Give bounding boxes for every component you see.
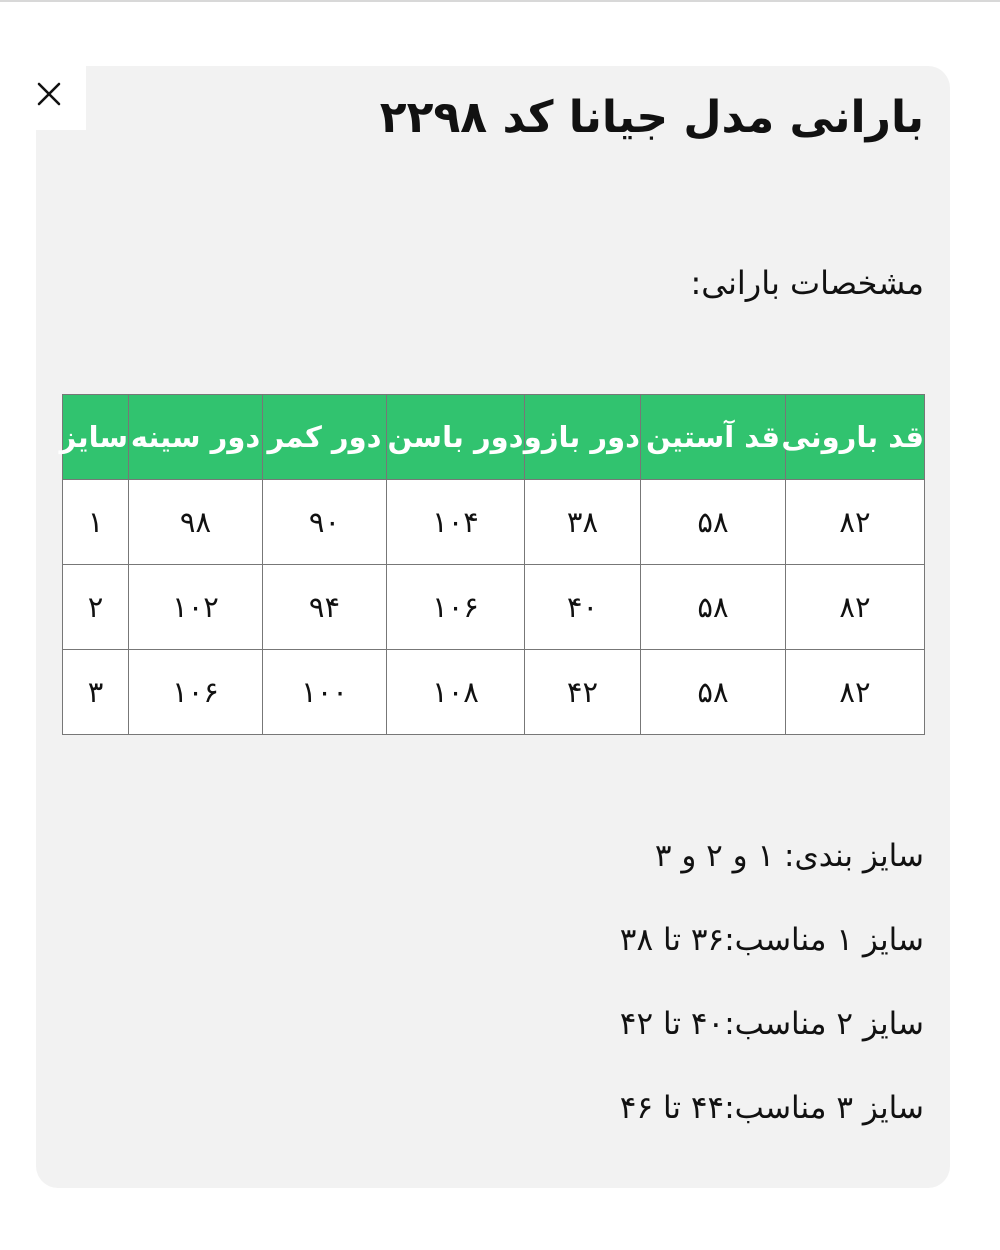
table-cell: ۹۴ bbox=[263, 565, 387, 650]
header-waist-circumference: دور کمر bbox=[263, 395, 387, 480]
table-cell: ۵۸ bbox=[641, 650, 786, 735]
table-cell: ۴۰ bbox=[525, 565, 641, 650]
table-row bbox=[63, 650, 925, 735]
specs-heading: مشخصات بارانی: bbox=[690, 264, 924, 302]
header-size: سایز bbox=[63, 395, 129, 480]
header-sleeve-length: قد آستین bbox=[641, 395, 786, 480]
size-1-fit-note: سایز ۱ مناسب:۳۶ تا ۳۸ bbox=[619, 922, 924, 958]
table-cell: ۸۲ bbox=[786, 565, 925, 650]
size-3-fit-note: سایز ۳ مناسب:۴۴ تا ۴۶ bbox=[619, 1090, 924, 1126]
table-cell: ۴۲ bbox=[525, 650, 641, 735]
close-icon bbox=[36, 81, 62, 107]
top-divider bbox=[0, 0, 1000, 2]
header-arm-circumference: دور بازو bbox=[525, 395, 641, 480]
sizing-note: سایز بندی: ۱ و ۲ و ۳ bbox=[654, 838, 924, 874]
table-cell: ۱۰۴ bbox=[387, 480, 525, 565]
table-cell: ۳ bbox=[63, 650, 129, 735]
size-table bbox=[59, 394, 925, 735]
header-hip-circumference: دور باسن bbox=[387, 395, 525, 480]
table-cell: ۹۸ bbox=[129, 480, 263, 565]
table-cell: ۱۰۲ bbox=[129, 565, 263, 650]
table-row bbox=[63, 565, 925, 650]
table-row bbox=[63, 480, 925, 565]
header-chest-circumference: دور سینه bbox=[129, 395, 263, 480]
modal-title: بارانی مدل جیانا کد ۲۲۹۸ bbox=[379, 92, 924, 143]
table-cell: ۸۲ bbox=[786, 480, 925, 565]
table-cell: ۵۸ bbox=[641, 480, 786, 565]
table-cell: ۱۰۸ bbox=[387, 650, 525, 735]
table-cell: ۱۰۰ bbox=[263, 650, 387, 735]
close-button[interactable] bbox=[12, 58, 86, 130]
table-cell: ۵۸ bbox=[641, 565, 786, 650]
header-length: قد بارونی bbox=[786, 395, 925, 480]
table-cell: ۳۸ bbox=[525, 480, 641, 565]
table-cell: ۹۰ bbox=[263, 480, 387, 565]
table-cell: ۲ bbox=[63, 565, 129, 650]
size-2-fit-note: سایز ۲ مناسب:۴۰ تا ۴۲ bbox=[619, 1006, 924, 1042]
table-cell: ۱۰۶ bbox=[387, 565, 525, 650]
table-cell: ۸۲ bbox=[786, 650, 925, 735]
table-header-row bbox=[63, 395, 925, 480]
table-cell: ۱ bbox=[63, 480, 129, 565]
table-cell: ۱۰۶ bbox=[129, 650, 263, 735]
